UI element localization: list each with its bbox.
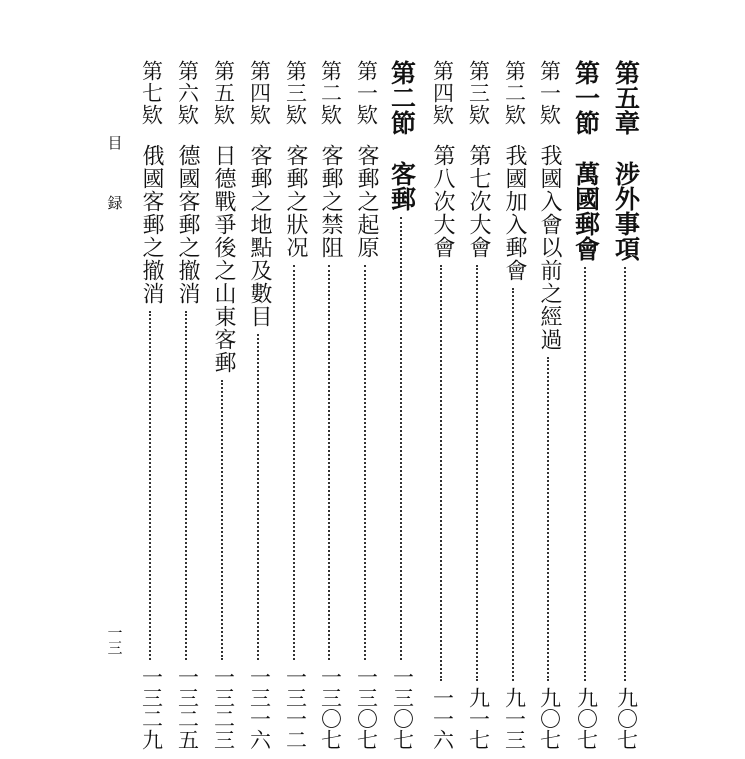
toc-page-number: 一三二五 — [175, 666, 200, 750]
dot-leader — [440, 265, 444, 681]
dot-leader — [476, 265, 480, 681]
running-head: 目録 — [105, 135, 124, 255]
toc-page-number: 一三〇七 — [318, 666, 343, 750]
toc-title: 第八次大會 — [430, 144, 455, 259]
toc-entry-section-1 — [570, 60, 602, 750]
dot-leader — [328, 265, 332, 660]
toc-label: 第六欵 — [175, 60, 200, 126]
toc-page-number: 九一三 — [502, 687, 527, 750]
toc-title: 客郵 — [387, 161, 417, 211]
toc-title: 第七次大會 — [466, 144, 491, 259]
toc-label: 第三欵 — [466, 60, 491, 126]
toc-page-number: 九一七 — [466, 687, 491, 750]
toc-entry-item — [350, 60, 382, 750]
dot-leader — [149, 311, 153, 660]
dot-leader — [364, 265, 368, 660]
toc-label: 第二節 — [387, 60, 417, 135]
page-footer — [102, 135, 126, 655]
toc-title: 我國加入郵會 — [502, 144, 527, 282]
toc-title: 涉外事項 — [611, 161, 641, 261]
toc-page-number: 一三二九 — [139, 666, 164, 750]
toc-page-number: 一三一二 — [283, 666, 308, 750]
dot-leader — [400, 217, 404, 660]
toc-title: 日德戰爭後之山東客郵 — [211, 144, 236, 374]
dot-leader — [547, 357, 551, 681]
folio-number: 一三 — [105, 625, 124, 655]
dot-leader — [185, 311, 189, 660]
dot-leader — [293, 265, 297, 660]
toc-title: 德國客郵之撤消 — [175, 144, 200, 305]
toc-entry-item — [533, 60, 565, 750]
toc-page-number: 一三〇七 — [390, 666, 415, 750]
toc-page-number: 一三一六 — [247, 666, 272, 750]
toc-label: 第二欵 — [502, 60, 527, 126]
toc-title: 我國入會以前之經過 — [537, 144, 562, 351]
toc-entry-item — [314, 60, 346, 750]
toc-entry-item — [243, 60, 275, 750]
toc-title: 萬國郵會 — [571, 161, 601, 261]
toc-entry-section-2 — [386, 60, 418, 750]
toc-page-number: 九〇七 — [614, 687, 639, 750]
dot-leader — [584, 267, 588, 681]
toc-entry-item — [135, 60, 167, 750]
dot-leader — [624, 267, 628, 681]
dot-leader — [221, 380, 225, 660]
toc-label: 第一欵 — [537, 60, 562, 126]
toc-entry-item — [426, 60, 458, 750]
toc-entry-chapter-5 — [610, 60, 642, 750]
toc-title: 客郵之起原 — [354, 144, 379, 259]
toc-label: 第二欵 — [318, 60, 343, 126]
toc-page-number: 一一六 — [430, 687, 455, 750]
toc-entry-item — [171, 60, 203, 750]
dot-leader — [512, 288, 516, 681]
toc-title: 客郵之地點及數目 — [247, 144, 272, 328]
toc-label: 第一節 — [571, 60, 601, 135]
toc-title: 俄國客郵之撤消 — [139, 144, 164, 305]
dot-leader — [257, 334, 261, 660]
toc-entry-item — [207, 60, 239, 750]
toc-page-number: 一三〇七 — [354, 666, 379, 750]
toc-label: 第四欵 — [430, 60, 455, 126]
toc-entry-item — [498, 60, 530, 750]
toc-title: 客郵之狀况 — [283, 144, 308, 259]
toc-label: 第五欵 — [211, 60, 236, 126]
toc-label: 第一欵 — [354, 60, 379, 126]
toc-title: 客郵之禁阻 — [318, 144, 343, 259]
toc-label: 第五章 — [611, 60, 641, 135]
toc-label: 第三欵 — [283, 60, 308, 126]
toc-label: 第四欵 — [247, 60, 272, 126]
toc-page-number: 一三二三 — [211, 666, 236, 750]
toc-page-number: 九〇七 — [537, 687, 562, 750]
toc-entry-item — [462, 60, 494, 750]
toc-page-number: 九〇七 — [574, 687, 599, 750]
toc-entry-item — [279, 60, 311, 750]
toc-label: 第七欵 — [139, 60, 164, 126]
